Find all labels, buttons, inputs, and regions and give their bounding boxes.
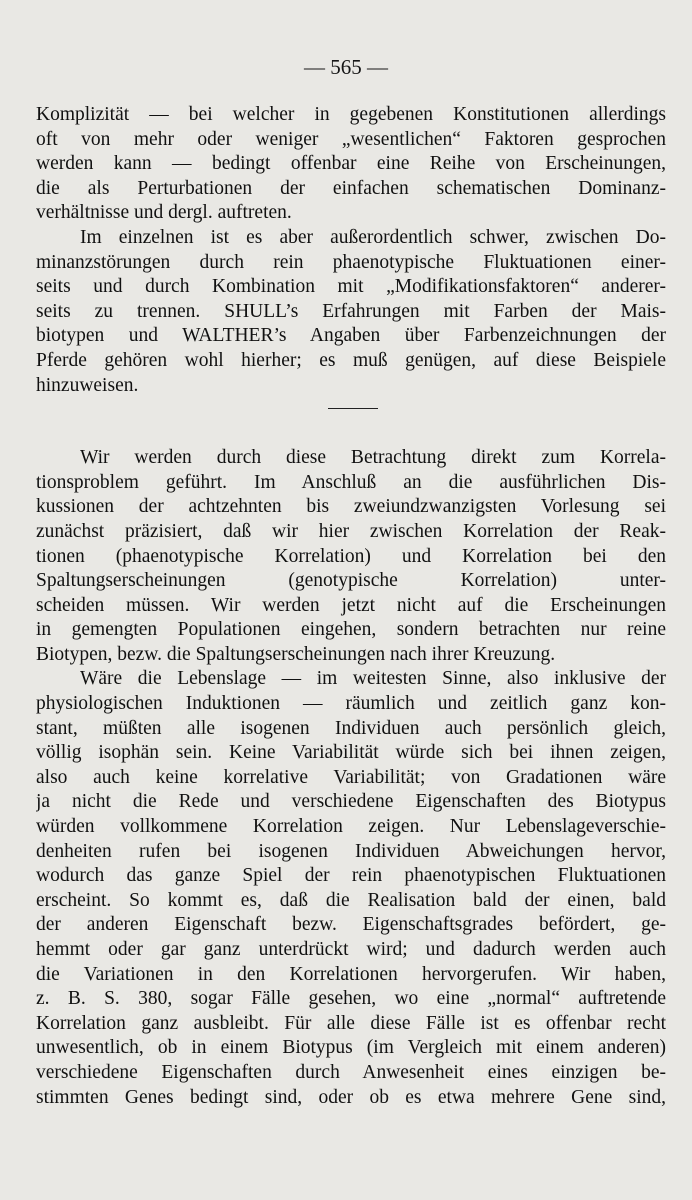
text-line: Wäre die Lebenslage — im weitesten Sinne, also inklusive der — [80, 668, 666, 690]
text-line: würden vollkommene Korrelation zeigen. Nur Lebenslageverschie- — [36, 816, 666, 838]
text-line: zunächst präzisiert, daß wir hier zwischen Korrelation der Reak- — [36, 520, 666, 542]
text-line: biotypen und WALTHER’s Angaben über Farbenzeichnungen der — [36, 325, 666, 347]
text-line: Korrelation ganz ausbleibt. Für alle diese Fälle ist es offenbar recht — [36, 1012, 666, 1034]
text-line: Wir werden durch diese Betrachtung direkt zum Korrela- — [80, 447, 666, 469]
text-line: wodurch das ganze Spiel der rein phaenotypischen Fluktuationen — [36, 865, 666, 887]
text-line: hemmt oder gar ganz unterdrückt wird; und dadurch werden auch — [36, 939, 666, 960]
text-line: Komplizität — bei welcher in gegebenen Konstitutionen allerdings — [36, 104, 666, 125]
text-line: seits und durch Kombination mit „Modifikationsfaktoren“ anderer- — [36, 276, 666, 298]
text-line: die als Perturbationen der einfachen schematischen Dominanz- — [36, 177, 666, 199]
text-line: tionen (phaenotypische Korrelation) und Korrelation bei den — [36, 545, 666, 567]
text-line: z. B. S. 380, sogar Fälle gesehen, wo eine „normal“ auftretende — [36, 988, 666, 1010]
text-line: völlig isophän sein. Keine Variabilität würde sich bei ihnen zeigen, — [36, 742, 666, 764]
section-separator — [328, 408, 378, 409]
text-line: also auch keine korrelative Variabilität; von Gradationen wäre — [36, 766, 666, 788]
text-line: stimmten Genes bedingt sind, oder ob es etwa mehrere Gene sind, — [36, 1086, 666, 1108]
text-line: Spaltungserscheinungen (genotypische Korrelation) unter- — [36, 570, 666, 592]
text-line: physiologischen Induktionen — räumlich und zeitlich ganz kon- — [36, 693, 666, 715]
text-line: verschiedene Eigenschaften durch Anwesenheit eines einzigen be- — [36, 1061, 666, 1083]
text-line: minanzstörungen durch rein phaenotypische Fluktuationen einer- — [36, 251, 666, 273]
text-line: hinzuweisen. — [36, 374, 139, 396]
text-line: ja nicht die Rede und verschiedene Eigenschaften des Biotypus — [36, 791, 666, 813]
text-line: werden kann — bedingt offenbar eine Reihe von Erscheinungen, — [36, 153, 666, 175]
text-line: oft von mehr oder weniger „wesentlichen“ Faktoren gesprochen — [36, 128, 666, 150]
text-line: in gemengten Populationen eingehen, sondern betrachten nur reine — [36, 619, 666, 641]
text-line: Im einzelnen ist es aber außerordentlich schwer, zwischen Do- — [80, 226, 666, 248]
body-text — [36, 103, 666, 1110]
text-line: scheiden müssen. Wir werden jetzt nicht auf die Erscheinungen — [36, 594, 666, 616]
section-separator-row — [36, 398, 666, 446]
text-line: der anderen Eigenschaft bezw. Eigenschaftsgrades befördert, ge- — [36, 914, 666, 936]
page-number: — 565 — — [304, 55, 388, 79]
text-line: Pferde gehören wohl hierher; es muß genügen, auf diese Beispiele — [36, 349, 666, 371]
text-line: erscheint. So kommt es, daß die Realisation bald der einen, bald — [36, 889, 666, 911]
text-line: denheiten rufen bei isogenen Individuen Abweichungen hervor, — [36, 840, 666, 862]
text-line: seits zu trennen. SHULL’s Erfahrungen mit Farben der Mais- — [36, 300, 666, 322]
text-line: Biotypen, bezw. die Spaltungserscheinungen nach ihrer Kreuzung. — [36, 643, 556, 665]
text-line: unwesentlich, ob in einem Biotypus (im Vergleich mit einem anderen) — [36, 1037, 666, 1059]
text-line: kussionen der achtzehnten bis zweiundzwanzigsten Vorlesung sei — [36, 496, 666, 518]
text-line: verhältnisse und dergl. auftreten. — [36, 202, 292, 224]
text-line: die Variationen in den Korrelationen hervorgerufen. Wir haben, — [36, 963, 666, 985]
text-line: tionsproblem geführt. Im Anschluß an die ausführlichen Dis- — [36, 471, 666, 493]
text-line: stant, müßten alle isogenen Individuen auch persönlich gleich, — [36, 717, 666, 739]
